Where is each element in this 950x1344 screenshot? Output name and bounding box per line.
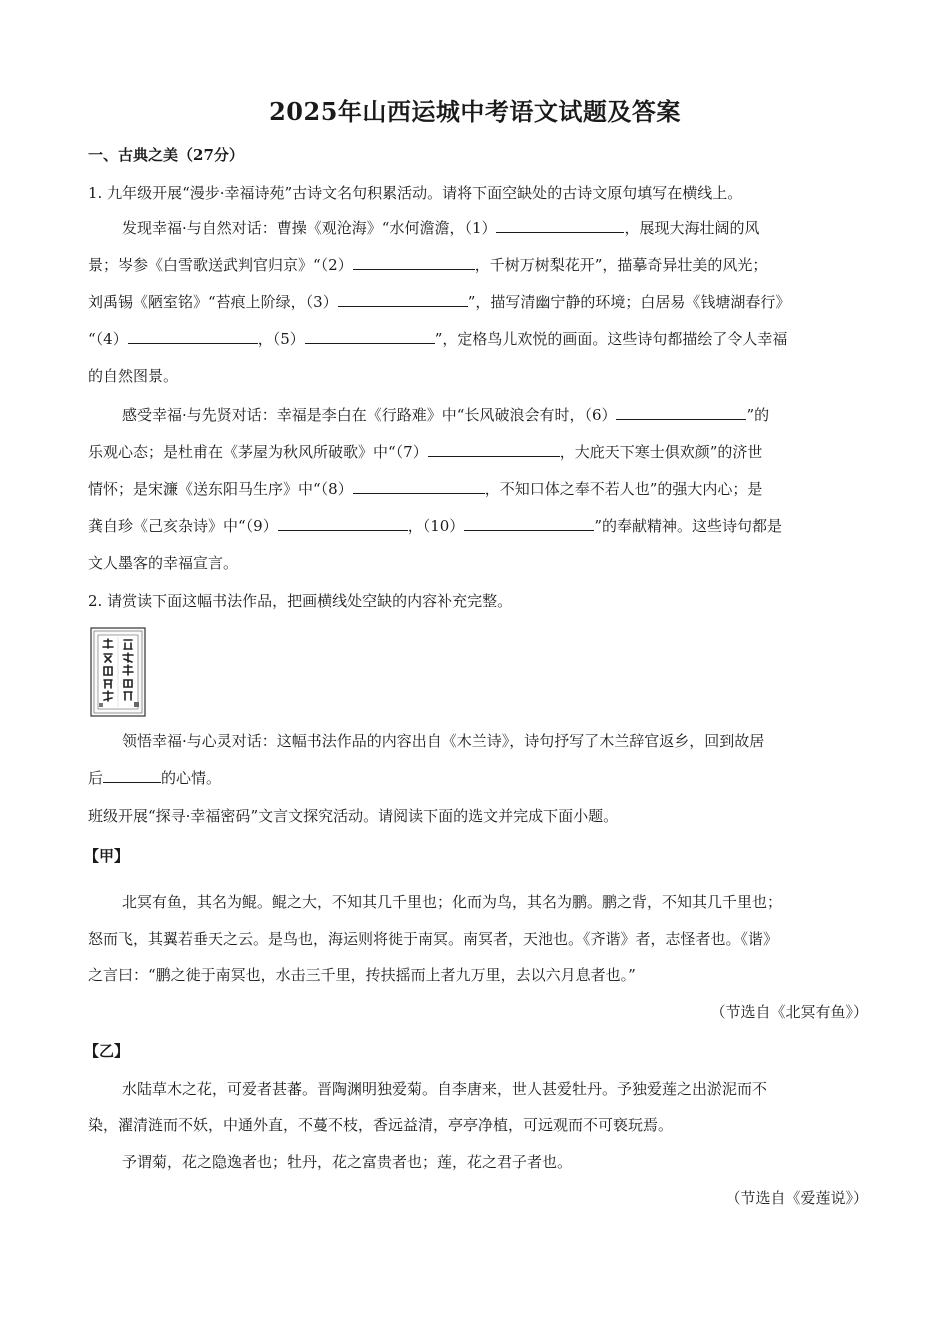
jia-line3: 之言曰：“鹏之徙于南冥也，水击三千里，抟扶摇而上者九万里，去以六月息者也。” (88, 966, 636, 984)
answer-blank-10[interactable] (464, 516, 594, 531)
text-segment: ”，定格鸟儿欢悦的画面。这些诗句都描绘了令人幸福 (434, 330, 788, 348)
answer-blank-q2[interactable] (103, 768, 161, 783)
q1-p1-line4 (88, 329, 868, 349)
q1-p2-line3 (88, 479, 868, 499)
text-segment: 的心情。 (161, 769, 222, 787)
page-title: 2025年山西运城中考语文试题及答案 (269, 97, 681, 126)
answer-blank-7[interactable] (428, 442, 560, 457)
q1-p2-line5: 文人墨客的幸福宣言。 (88, 554, 239, 572)
yi-line1: 水陆草木之花，可爱者甚蕃。晋陶渊明独爱菊。自李唐来，世人甚爱牡丹。予独爱莲之出淤泥而不 (122, 1080, 768, 1098)
text-segment: ，不知口体之奉不若人也”的强大内心；是 (484, 480, 763, 498)
text-segment: 感受幸福·与先贤对话：幸福是李白在《行路难》中“长风破浪会有时，（6） (122, 406, 617, 424)
answer-blank-3[interactable] (338, 292, 468, 307)
q1-intro: 1. 九年级开展“漫步·幸福诗苑”古诗文名句积累活动。请将下面空缺处的古诗文原句填写在横线上。 (88, 184, 743, 202)
answer-blank-1[interactable] (496, 218, 624, 233)
text-segment: ，大庇天下寒士俱欢颜”的济世 (559, 443, 763, 461)
text-segment: ”的奉献精神。这些诗句都是 (594, 517, 782, 535)
jia-source: （节选自《北冥有鱼》） (710, 1003, 868, 1021)
q1-p1-line3 (88, 292, 868, 312)
answer-blank-8[interactable] (353, 479, 485, 494)
text-segment: ，（10） (407, 517, 465, 535)
yi-source: （节选自《爱莲说》） (725, 1189, 868, 1207)
yi-line3: 予谓菊，花之隐逸者也；牡丹，花之富贵者也；莲，花之君子者也。 (122, 1153, 573, 1171)
text-segment: ，展现大海壮阔的风 (624, 219, 760, 237)
text-segment: 后 (88, 769, 104, 787)
calligraphy-image (88, 626, 148, 718)
answer-blank-2[interactable] (353, 255, 475, 270)
text-segment: ，千树万树梨花开”，描摹奇异壮美的风光； (474, 256, 768, 274)
text-segment: 刘禹锡《陋室铭》“苔痕上阶绿，（3） (88, 293, 338, 311)
text-segment: “（4） (88, 330, 128, 348)
text-segment: 乐观心态；是杜甫在《茅屋为秋风所破歌》中“（7） (88, 443, 428, 461)
section-heading: 一、古典之美（27分） (88, 146, 244, 164)
jia-line1: 北冥有鱼，其名为鲲。鲲之大，不知其几千里也；化而为鸟，其名为鹏。鹏之背，不知其几千里也； (122, 893, 783, 911)
q2-intro: 2. 请赏读下面这幅书法作品，把画横线处空缺的内容补充完整。 (88, 592, 513, 610)
text-segment: 发现幸福·与自然对话：曹操《观沧海》“水何澹澹，（1） (122, 219, 497, 237)
text-segment: 情怀；是宋濂《送东阳马生序》中“（8） (88, 480, 353, 498)
q2-paragraph-line1: 领悟幸福·与心灵对话：这幅书法作品的内容出自《木兰诗》，诗句抒写了木兰辞官返乡，回到故居 (122, 732, 765, 750)
q1-p1-line1 (122, 218, 868, 238)
text-segment: 龚自珍《己亥杂诗》中“（9） (88, 517, 278, 535)
answer-blank-4[interactable] (128, 329, 258, 344)
text-segment: 景；岑参《白雪歌送武判官归京》“（2） (88, 256, 353, 274)
yi-line2: 染，濯清涟而不妖，中通外直，不蔓不枝，香远益清，亭亭净植，可远观而不可亵玩焉。 (88, 1116, 674, 1134)
activity-intro: 班级开展“探寻·幸福密码”文言文探究活动。请阅读下面的选文并完成下面小题。 (88, 807, 619, 825)
q1-p2-line2 (88, 442, 868, 462)
q2-paragraph-line2 (88, 768, 868, 788)
q1-p2-line4 (88, 516, 868, 536)
jia-label: 【甲】 (84, 847, 130, 865)
text-segment: ”的 (746, 406, 770, 424)
text-segment: ”，描写清幽宁静的环境；白居易《钱塘湖春行》 (467, 293, 791, 311)
q1-p1-line5: 的自然图景。 (88, 367, 179, 385)
q1-p1-line2 (88, 255, 868, 275)
jia-line2: 怒而飞，其翼若垂天之云。是鸟也，海运则将徙于南冥。南冥者，天池也。《齐谐》者，志怪者也。《谐》 (88, 930, 779, 948)
q1-p2-line1 (122, 405, 868, 425)
yi-label: 【乙】 (84, 1042, 130, 1060)
text-segment: ，（5） (257, 330, 305, 348)
answer-blank-6[interactable] (616, 405, 746, 420)
answer-blank-5[interactable] (305, 329, 435, 344)
answer-blank-9[interactable] (278, 516, 408, 531)
